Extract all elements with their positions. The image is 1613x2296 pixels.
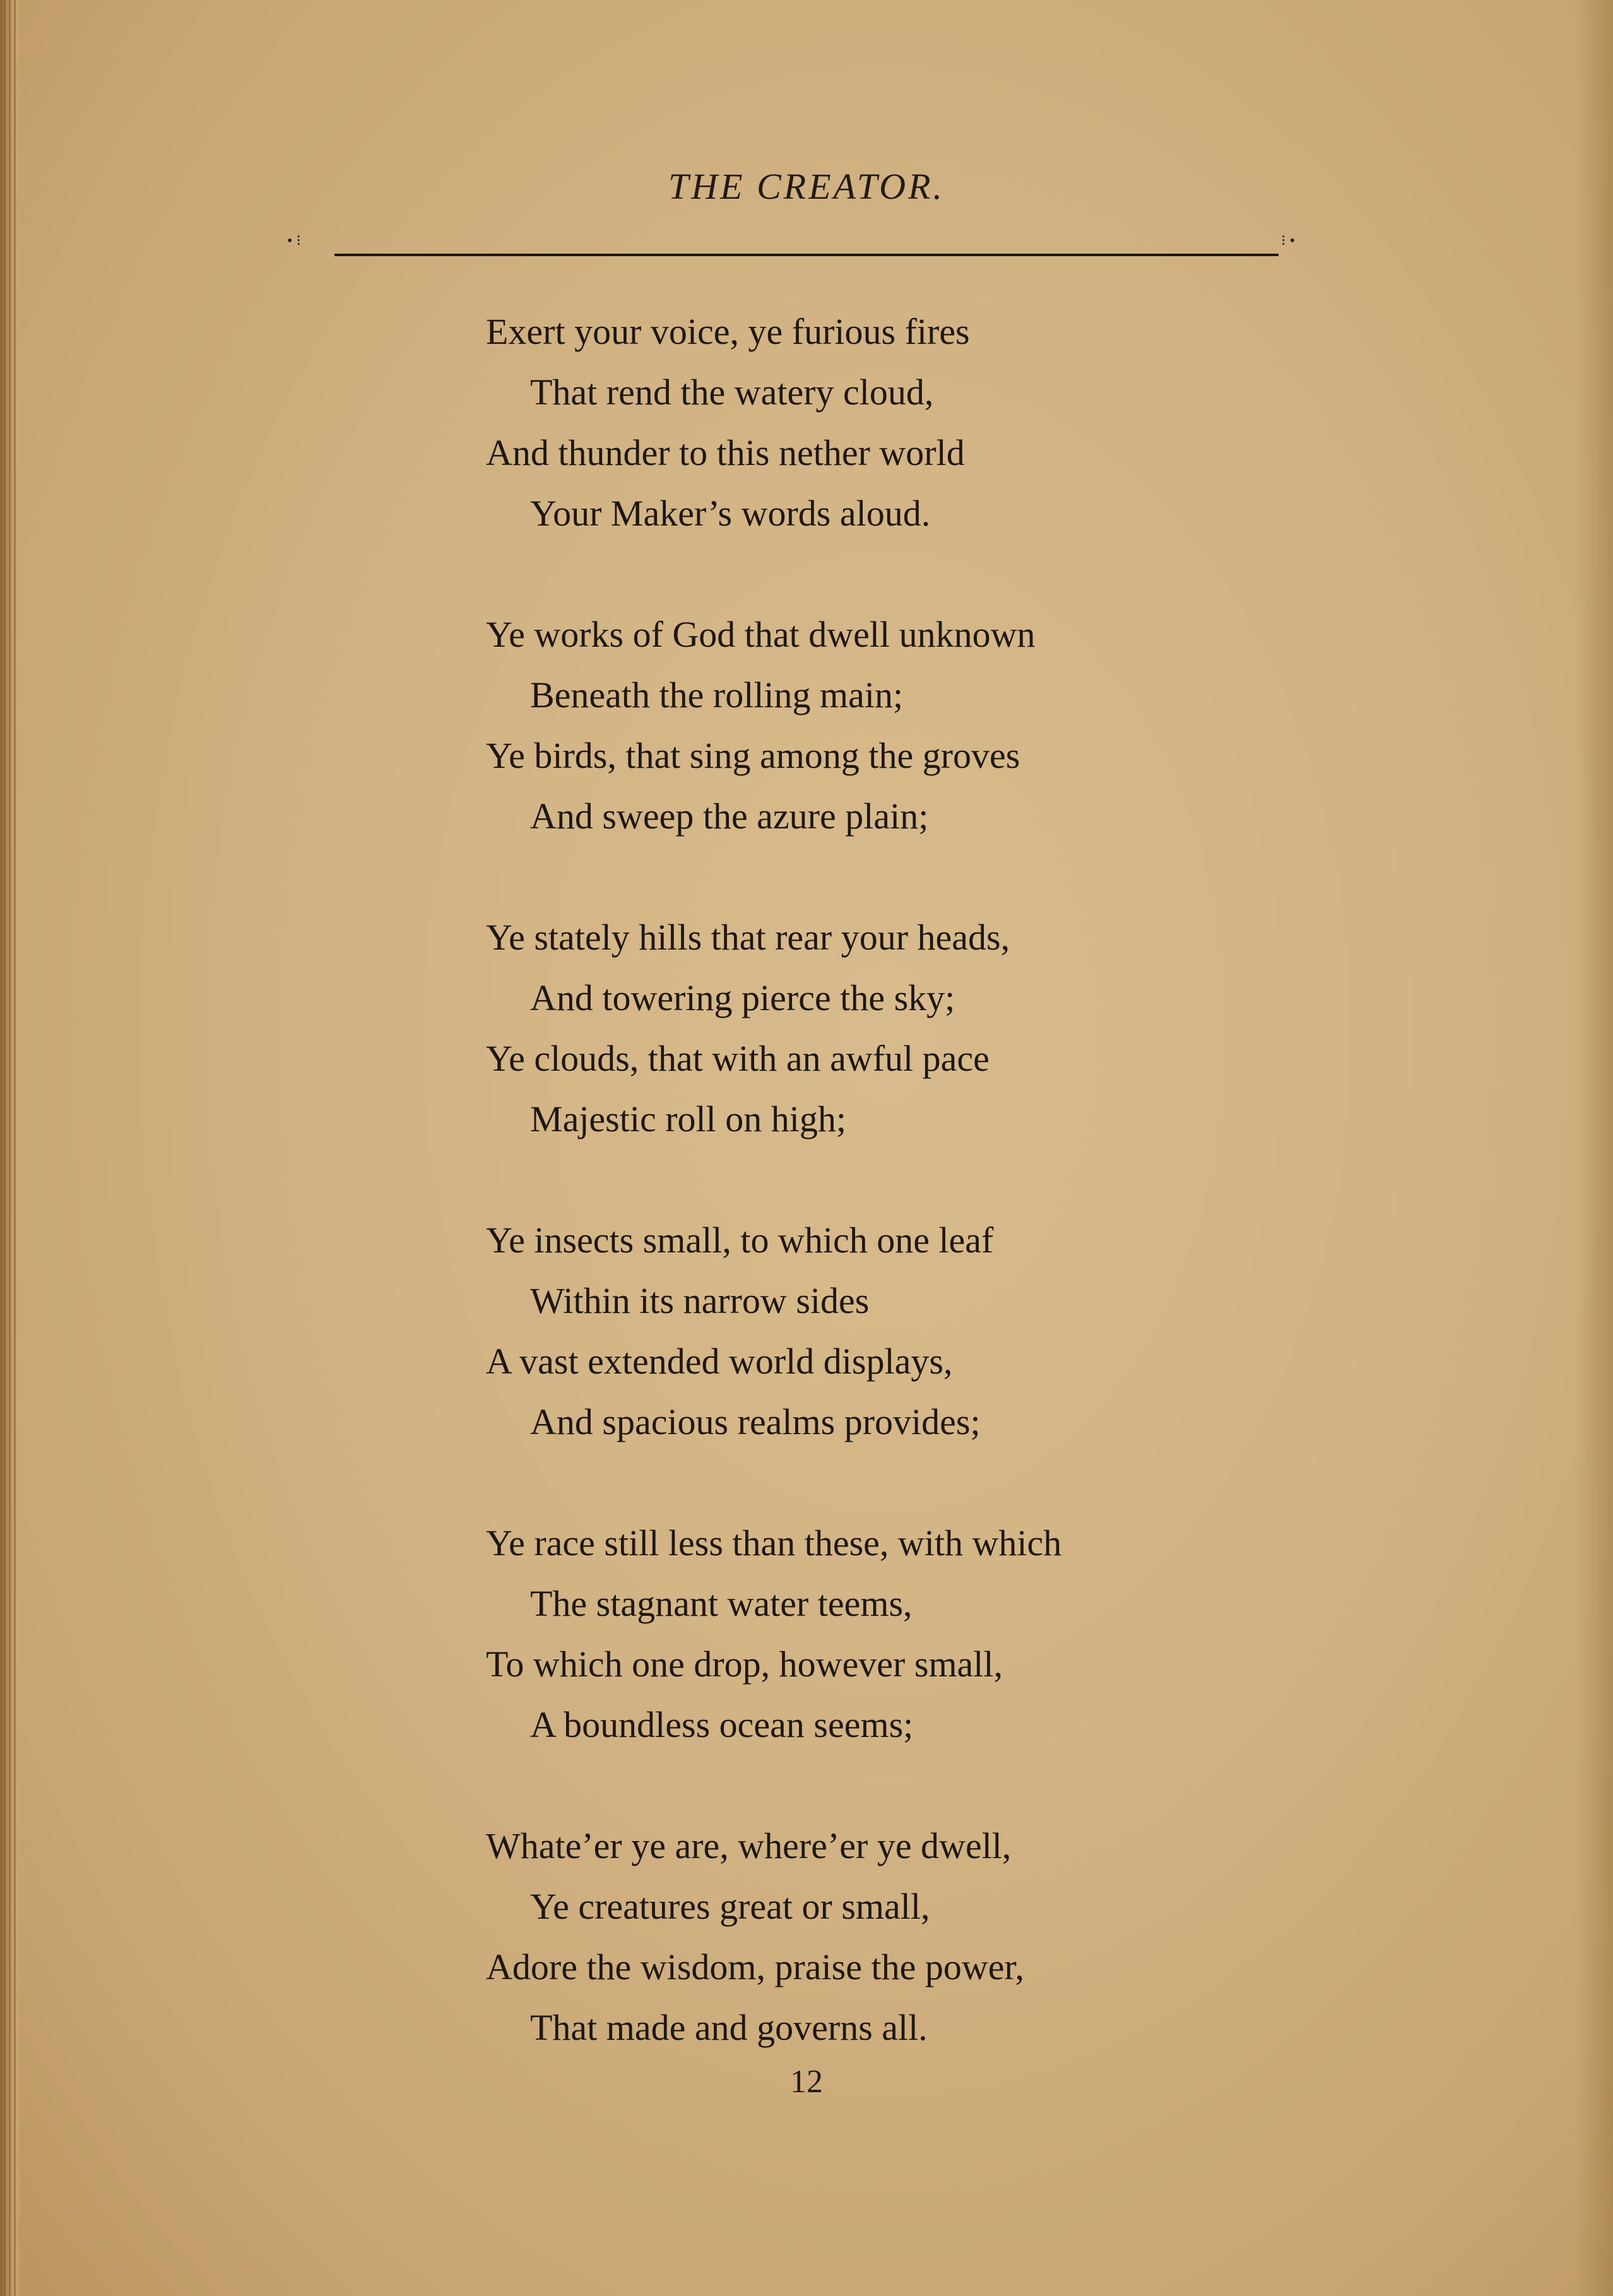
page-edge-shadow (1575, 0, 1613, 2296)
binding-line (4, 0, 6, 2296)
poem-line: Adore the wisdom, praise the power, (486, 1946, 1024, 1987)
page-number: 12 (790, 2064, 823, 2100)
stanza (486, 1513, 1061, 1755)
poem-line: That made and governs all. (530, 2007, 928, 2048)
poem-line: Ye insects small, to which one leaf (486, 1220, 994, 1261)
poem-line: To which one drop, however small, (486, 1644, 1003, 1685)
poem-line: And spacious realms provides; (530, 1401, 981, 1442)
poem-line: Beneath the rolling main; (530, 674, 904, 715)
poem-line: Your Maker’s words aloud. (530, 493, 931, 534)
poem-line: And towering pierce the sky; (530, 977, 955, 1018)
running-head: THE CREATOR. (668, 166, 945, 207)
binding-line (14, 0, 16, 2296)
stanza (486, 302, 1061, 544)
stanza (486, 907, 1061, 1150)
stanza (486, 1816, 1061, 2058)
poem-line: Ye works of God that dwell unknown (486, 614, 1036, 655)
poem-line: Ye birds, that sing among the groves (486, 735, 1020, 776)
poem-line: Ye stately hills that rear your heads, (486, 917, 1010, 958)
poem-line: The stagnant water teems, (530, 1583, 913, 1624)
rule-ornament-left: • ⁝ (287, 233, 302, 249)
poem-line: Exert your voice, ye furious fires (486, 311, 970, 352)
binding-line (9, 0, 11, 2296)
poem-body (486, 302, 1061, 2058)
poem-line: Within its narrow sides (530, 1280, 870, 1321)
poem-line: Ye race still less than these, with which (486, 1522, 1062, 1563)
poem-line: Whate’er ye are, where’er ye dwell, (486, 1825, 1012, 1866)
poem-line: A vast extended world displays, (486, 1341, 953, 1382)
poem-line: A boundless ocean seems; (530, 1704, 914, 1745)
poem-line: That rend the watery cloud, (530, 372, 934, 413)
stanza (486, 1210, 1061, 1452)
poem-line: And thunder to this nether world (486, 432, 965, 473)
poem-line: And sweep the azure plain; (530, 796, 929, 837)
rule-ornament-right: ⁝ • (1281, 233, 1296, 249)
poem-line: Ye creatures great or small, (530, 1886, 930, 1927)
stanza (486, 604, 1061, 847)
header-rule (334, 254, 1279, 256)
poem-line: Ye clouds, that with an awful pace (486, 1038, 990, 1079)
poem-line: Majestic roll on high; (530, 1098, 846, 1139)
